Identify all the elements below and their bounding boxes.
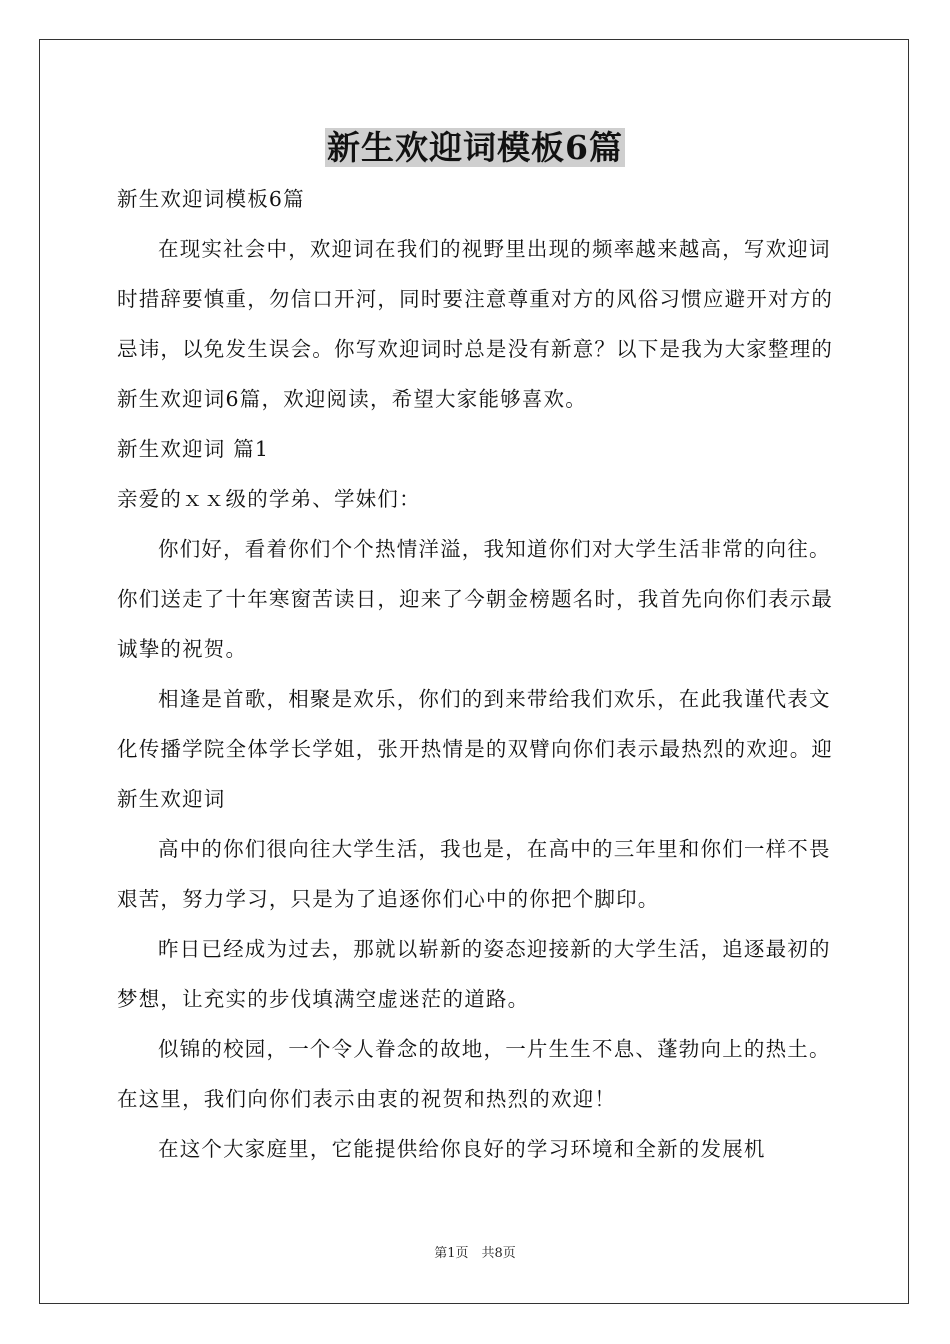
salutation: 亲爱的ｘｘ级的学弟、学妹们： xyxy=(117,487,421,511)
document-title-text: 新生欢迎词模板6篇 xyxy=(327,128,623,167)
body-paragraph: 似锦的校园，一个令人眷念的故地，一片生生不息、蓬勃向上的热土。在这里，我们向你们表示由衷的祝贺和热烈的欢迎！ xyxy=(117,1037,831,1111)
body-paragraph: 高中的你们很向往大学生活，我也是，在高中的三年里和你们一样不畏艰苦，努力学习，只是为了追逐你们心中的你把个脚印。 xyxy=(117,837,831,911)
page-number: 第1页 共8页 xyxy=(434,1246,516,1261)
document-title xyxy=(0,126,950,170)
body-paragraph: 在这个大家庭里，它能提供给你良好的学习环境和全新的发展机 xyxy=(158,1137,766,1161)
document-body xyxy=(117,174,837,1174)
body-paragraph: 昨日已经成为过去，那就以崭新的姿态迎接新的大学生活，追逐最初的梦想，让充实的步伐填满空虚迷茫的道路。 xyxy=(117,937,831,1011)
body-paragraph: 你们好，看着你们个个热情洋溢，我知道你们对大学生活非常的向往。你们送走了十年寒窗苦读日，迎来了今朝金榜题名时，我首先向你们表示最诚挚的祝贺。 xyxy=(117,537,834,661)
intro-paragraph: 在现实社会中，欢迎词在我们的视野里出现的频率越来越高，写欢迎词时措辞要慎重，勿信口开河，同时要注意尊重对方的风俗习惯应避开对方的忌讳，以免发生误会。你写欢迎词时总是没有新意？以下是我为大家整理的新生欢迎词6篇，欢迎阅读，希望大家能够喜欢。 xyxy=(117,237,834,411)
page-footer xyxy=(0,1245,950,1263)
body-paragraph: 相逢是首歌，相聚是欢乐，你们的到来带给我们欢乐，在此我谨代表文化传播学院全体学长学姐，张开热情是的双臂向你们表示最热烈的欢迎。迎新生欢迎词 xyxy=(117,687,834,811)
document-subtitle: 新生欢迎词模板6篇 xyxy=(117,187,305,211)
section-heading: 新生欢迎词 篇1 xyxy=(117,437,270,461)
